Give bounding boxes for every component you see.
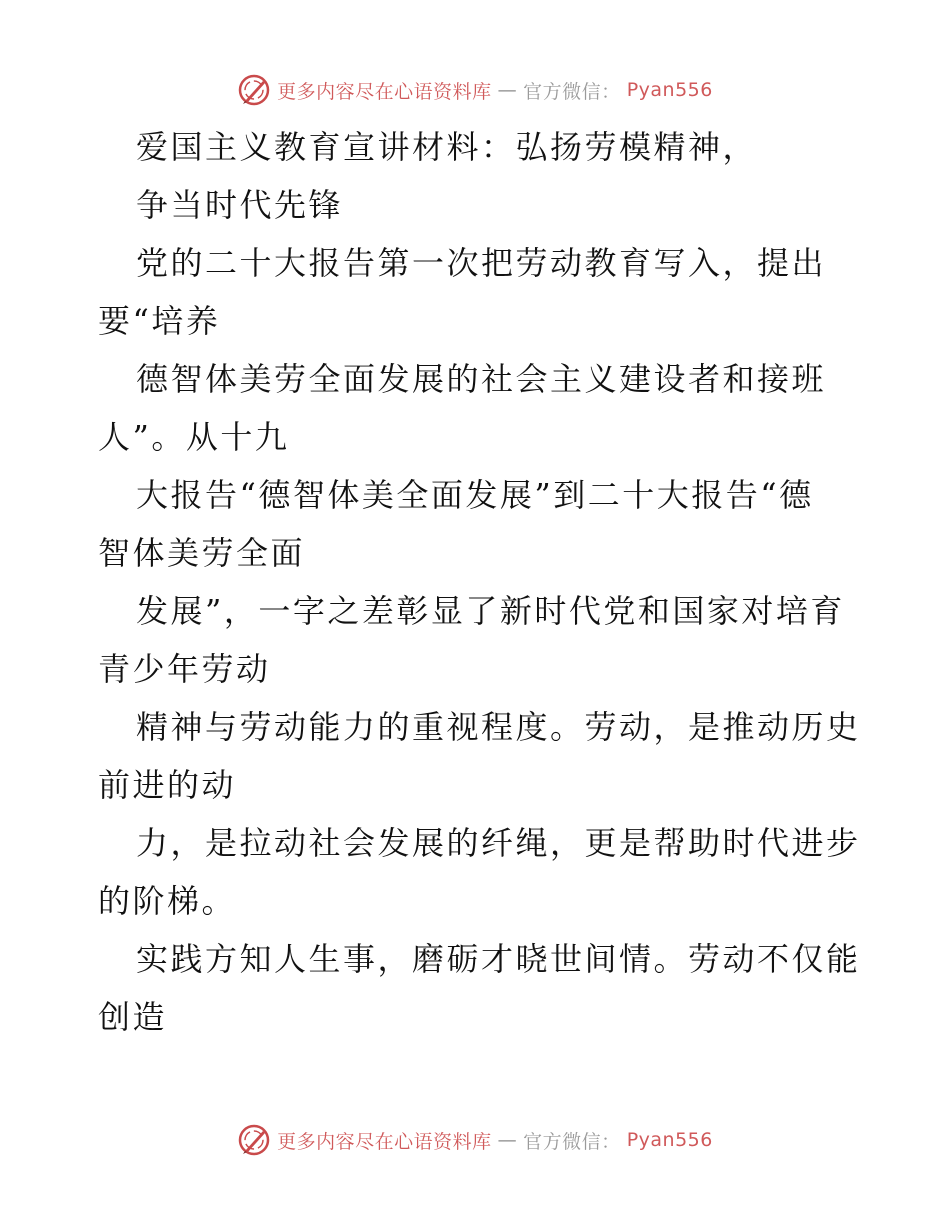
paragraph-line: 大报告“德智体美全面发展”到二十大报告“德 [136, 476, 814, 514]
watermark-label: 官方微信： [523, 1130, 621, 1153]
paragraph-line: 德智体美劳全面发展的社会主义建设者和接班 [136, 360, 827, 398]
watermark-dash: — [497, 1129, 518, 1151]
watermark-label: 官方微信： [523, 80, 621, 103]
quill-logo-icon [237, 1123, 271, 1157]
footer-watermark [0, 1120, 950, 1160]
watermark-wechat-id: Pyan556 [626, 1129, 713, 1151]
paragraph-line: 要“培养 [98, 302, 221, 340]
paragraph-line: 前进的动 [98, 766, 237, 804]
paragraph-line: 力，是拉动社会发展的纤绳，更是帮助时代进步 [136, 824, 861, 862]
paragraph-line: 实践方知人生事，磨砺才晓世间情。劳动不仅能 [136, 940, 861, 978]
watermark-brand: 更多内容尽在心语资料库 [277, 80, 492, 103]
watermark-dash: — [497, 79, 518, 101]
paragraph-line: 发展”，一字之差彰显了新时代党和国家对培育 [136, 592, 845, 630]
paragraph-line: 争当时代先锋 [136, 186, 344, 224]
paragraph-line: 精神与劳动能力的重视程度。劳动，是推动历史 [136, 708, 861, 746]
paragraph-line: 智体美劳全面 [98, 534, 306, 572]
document-body [98, 118, 861, 1046]
paragraph-line: 爱国主义教育宣讲材料：弘扬劳模精神， [136, 128, 758, 166]
paragraph-line: 人”。从十九 [98, 418, 290, 456]
header-watermark [0, 70, 950, 110]
paragraph-line: 的阶梯。 [98, 882, 237, 920]
quill-logo-icon [237, 73, 271, 107]
paragraph-line: 创造 [98, 998, 168, 1036]
paragraph-line: 党的二十大报告第一次把劳动教育写入，提出 [136, 244, 827, 282]
watermark-wechat-id: Pyan556 [626, 79, 713, 101]
paragraph-line: 青少年劳动 [98, 650, 271, 688]
watermark-brand: 更多内容尽在心语资料库 [277, 1130, 492, 1153]
